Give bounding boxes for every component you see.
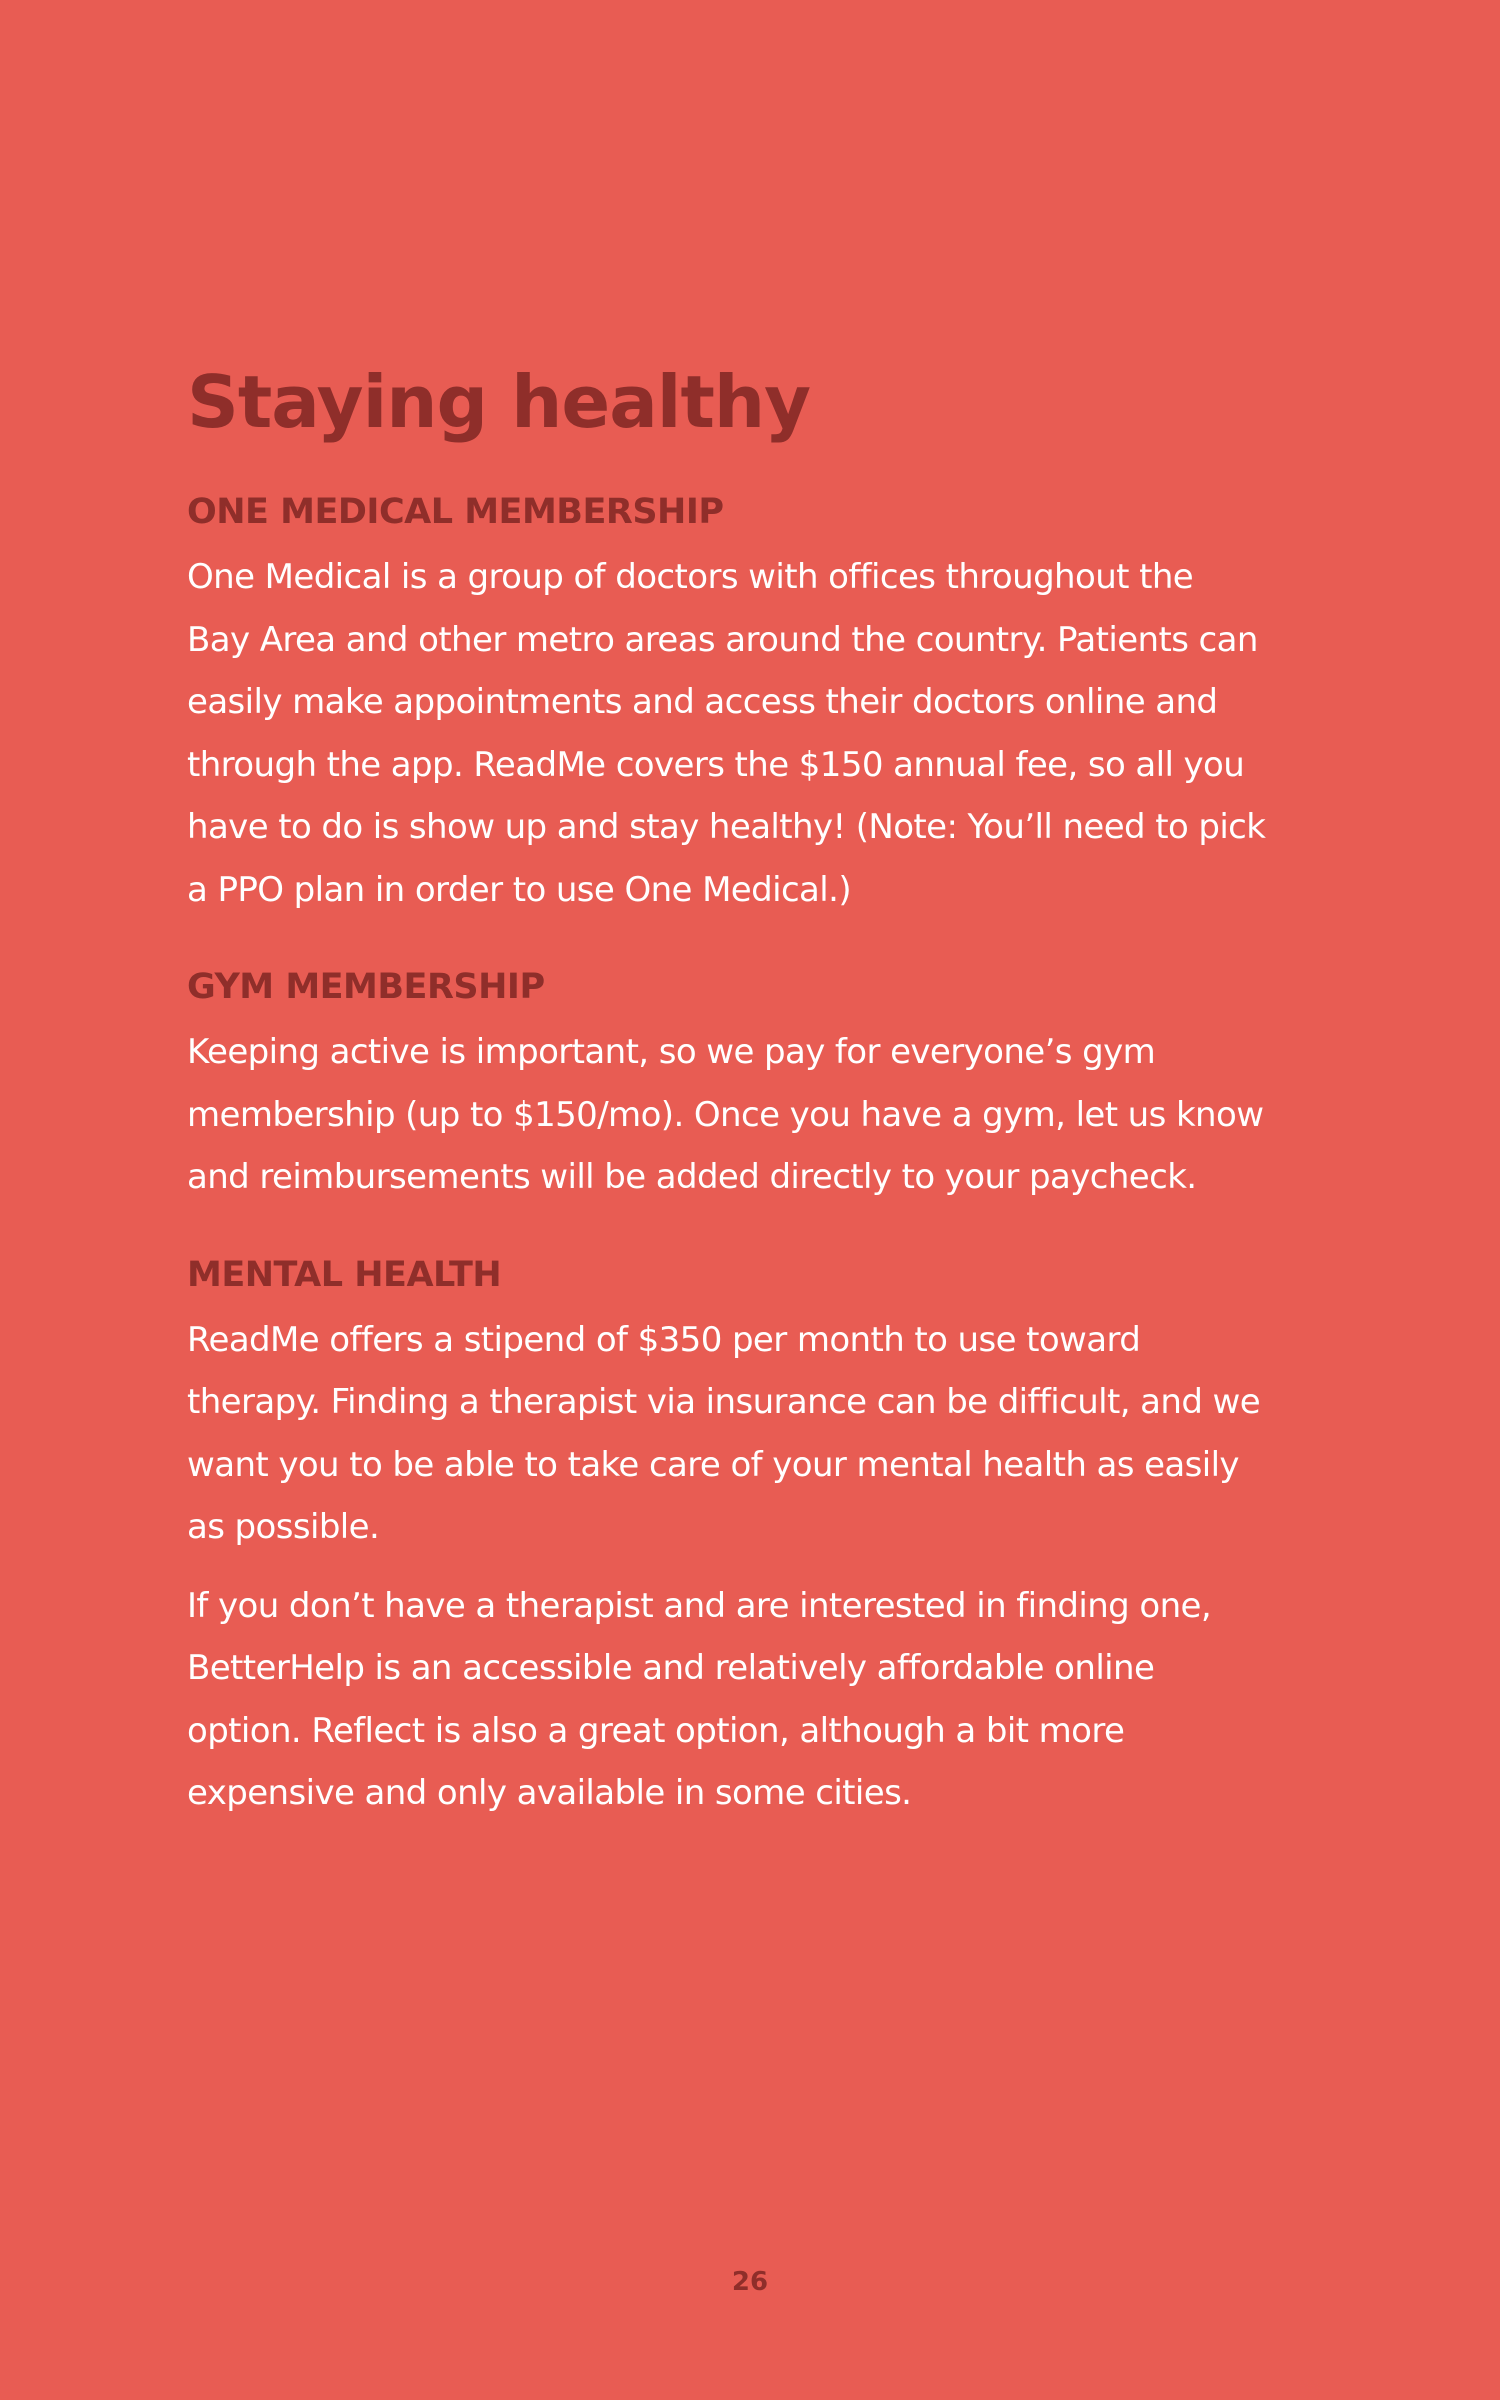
section-heading-one-medical: ONE MEDICAL MEMBERSHIP: [187, 492, 724, 532]
section-mental-health: [187, 1253, 1357, 1825]
paragraph-mental-health-options: If you don’t have a therapist and are interested in finding one, BetterHelp is an accessible and relatively affordable online option. Reflect is also a great option, although a bit more expensive and only available in some cities.: [187, 1585, 1212, 1813]
paragraph-mental-health-stipend: ReadMe offers a stipend of $350 per month to use toward therapy. Finding a therapist via insurance can be difficult, and we want you to be able to take care of your mental health as easily as possible.: [187, 1319, 1261, 1547]
section-heading-gym: GYM MEMBERSHIP: [187, 967, 545, 1007]
section-heading-mental-health: MENTAL HEALTH: [187, 1254, 502, 1295]
section-gym: [187, 965, 1357, 1209]
paragraph-gym: Keeping active is important, so we pay for everyone’s gym membership (up to $150/mo). Once you have a gym, let us know and reimbursements will be added directly to your paycheck.: [187, 1032, 1264, 1197]
page-number: 26: [731, 2267, 769, 2297]
page-content: [187, 360, 1357, 1825]
page-title: Staying healthy: [187, 360, 811, 444]
section-one-medical: [187, 490, 1357, 921]
paragraph-one-medical: One Medical is a group of doctors with offices throughout the Bay Area and other metro areas around the country. Patients can easily make appointments and access their doctors online and through the app. ReadMe covers the $150 annual fee, so all you have to do is show up and stay healthy! (Note: You’ll need to pick a PPO plan in order to use One Medical.): [187, 557, 1266, 910]
